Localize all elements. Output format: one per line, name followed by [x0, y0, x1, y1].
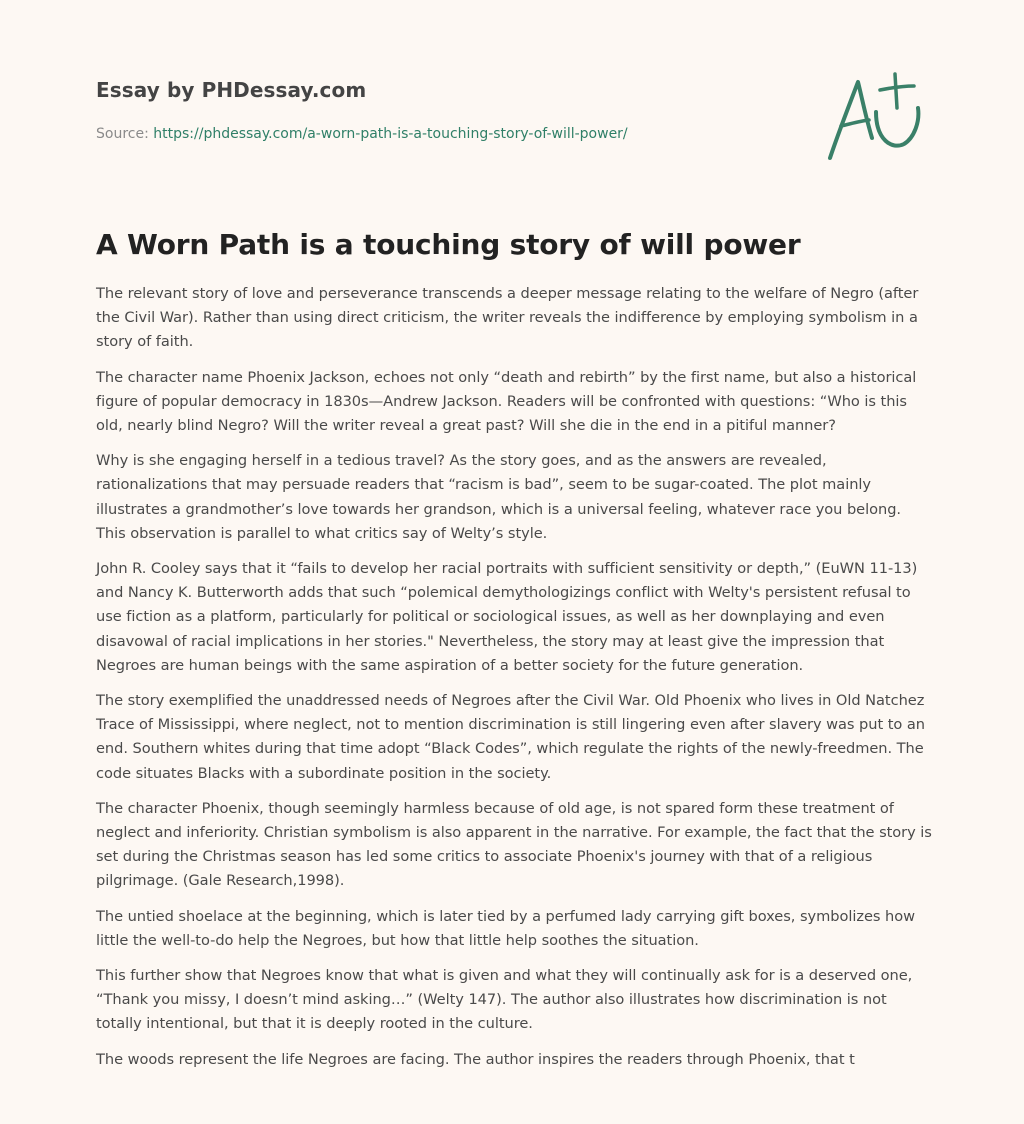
- paragraph: The untied shoelace at the beginning, which is later tied by a perfumed lady carrying gift boxes, symbolizes how little the well-to-do help the Negroes, but how that little help soothes the situation.: [96, 907, 916, 949]
- paragraph: The character name Phoenix Jackson, echoes not only “death and rebirth” by the first name, but also a historical figure of popular democracy in 1830s—Andrew Jackson. Readers will be confronted with questions: “Who is this old, nearly blind Negro? Will the writer reveal a great past? Will she die in the end in a pitiful manner?: [96, 368, 917, 435]
- paragraph: John R. Cooley says that it “fails to develop her racial portraits with sufficient sensitivity or depth,” (EuWN 11-13) and Nancy K. Butterworth adds that such “polemical demythologizings conflict with Welty's persistent refusal to use fiction as a platform, particularly for political or sociological issues, as well as her downplaying and even disavowal of racial implications in her stories." Nevertheless, the story may at least give the impression that Negroes are human beings with the same aspiration of a better society for the future generation.: [96, 560, 918, 674]
- paragraph: The relevant story of love and perseverance transcends a deeper message relating to the welfare of Negro (after the Civil War). Rather than using direct criticism, the writer reveals the indifference by employing symbolism in a story of faith.: [96, 285, 919, 351]
- page-title: A Worn Path is a touching story of will power: [96, 228, 801, 261]
- paragraph: The woods represent the life Negroes are facing. The author inspires the readers through Phoenix, that t: [96, 1050, 855, 1068]
- a-plus-logo-icon: [822, 68, 926, 164]
- paragraph: Why is she engaging herself in a tedious travel? As the story goes, and as the answers are revealed, rationalizations that may persuade readers that “racism is bad”, seem to be sugar-coated. The plot mainly illustrates a grandmother’s love towards her grandson, which is a universal feeling, whatever race you belong. This observation is parallel to what critics say of Welty’s style.: [96, 452, 901, 542]
- paragraph: The story exemplified the unaddressed needs of Negroes after the Civil War. Old Phoenix who lives in Old Natchez Trace of Mississippi, where neglect, not to mention discrimination is still lingering even after slavery was put to an end. Southern whites during that time adopt “Black Codes”, which regulate the rights of the newly-freedmen. The code situates Blacks with a subordinate position in the society.: [96, 692, 925, 782]
- page-header: [96, 76, 796, 144]
- source-label: Source:: [96, 126, 154, 142]
- source-link[interactable]: https://phdessay.com/a-worn-path-is-a-touching-story-of-will-power/: [153, 126, 628, 142]
- paragraph: This further show that Negroes know that what is given and what they will continually ask for is a deserved one, “Thank you missy, I doesn’t mind asking…” (Welty 147). The author also illustrates how discrimination is not totally intentional, but that it is deeply rooted in the culture.: [96, 967, 913, 1033]
- paragraph: The character Phoenix, though seemingly harmless because of old age, is not spared form these treatment of neglect and inferiority. Christian symbolism is also apparent in the narrative. For example, the fact that the story is set during the Christmas season has led some critics to associate Phoenix's journey with that of a religious pilgrimage. (Gale Research,1998).: [96, 799, 932, 890]
- article-body: [96, 282, 934, 1083]
- source-line: [96, 124, 796, 144]
- site-brand: Essay by PHDessay.com: [96, 78, 367, 102]
- a-plus-logo-svg: [822, 68, 926, 164]
